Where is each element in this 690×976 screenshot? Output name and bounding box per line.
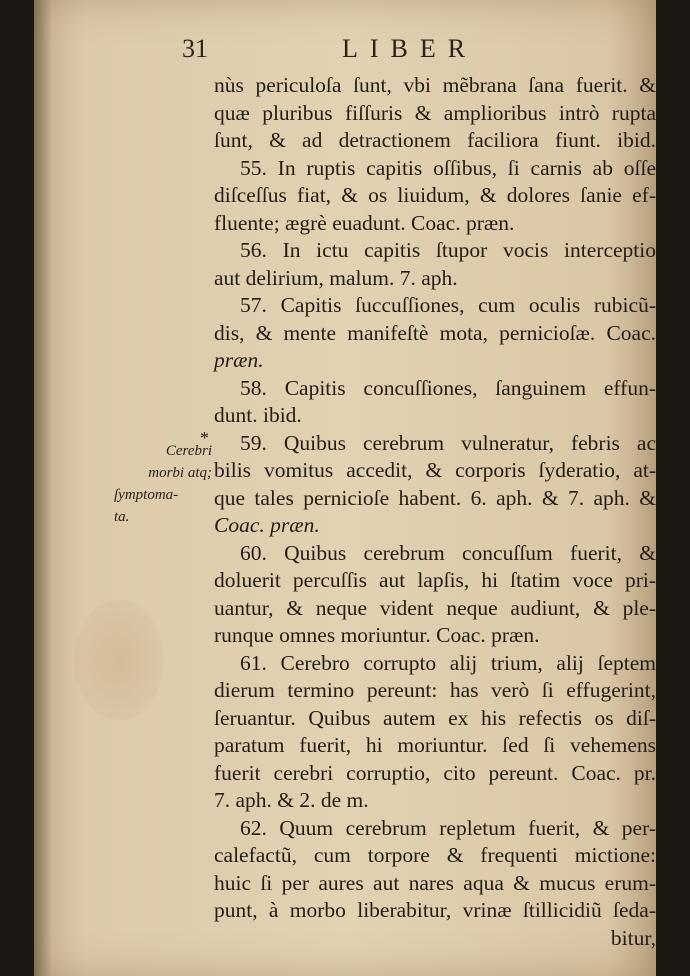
text-line: dierum termino pereunt: has verò ſi effugerint, [214,678,656,702]
text-line: nùs periculoſa ſunt, vbi mẽbrana ſana fuerit. & [214,73,656,97]
binding-shadow [34,0,52,976]
margin-note-line: morbi atq; [148,465,212,481]
text-line: dis, & mente manifeſtè mota, pernicioſæ. Coac. [214,320,656,345]
text-line: fluente; ægrè euadunt. Coac. præn. [214,210,515,235]
text-line: 59. Quibus cerebrum vulneratur, febris ac [240,430,656,455]
book-page [34,0,656,976]
text-line: ſeruantur. Quibus autem ex his refectis os diſ- [214,705,656,730]
text-line: paratum fuerit, hi moriuntur. ſed ſi vehemens [214,733,656,757]
text-line: calefactũ, cum torpore & frequenti mictione: [214,843,656,867]
text-line: runque omnes moriuntur. Coac. præn. [214,623,540,647]
text-line: 55. In ruptis capitis oſſibus, ſi carnis ab oſſe [240,155,656,180]
text-line: bilis vomitus accedit, & corporis ſyderatio, at- [214,458,656,482]
text-line: aut delirium, malum. 7. aph. [214,265,458,290]
text-line: 7. aph. & 2. de m. [214,788,369,812]
page-header [182,34,616,70]
margin-note-line: ſymptoma- [114,487,179,503]
page-stain [74,600,164,720]
page-number: 31 [182,34,208,63]
text-line: Coac. præn. [214,513,320,537]
asterisk-mark: * [200,428,209,448]
text-line: uantur, & neque vident neque audiunt, & ple- [214,595,656,620]
text-line: huic ſi per aures aut nares aqua & mucus erum- [214,870,656,895]
text-line: doluerit percuſſis aut lapſis, hi ſtatim voce pri- [214,568,656,592]
text-line: diſceſſus fiat, & os liuidum, & dolores ſanie ef- [214,183,656,207]
text-line: quæ pluribus fiſſuris & amplioribus intrò rupta [214,100,656,125]
margin-note-line: ta. [114,509,130,525]
body-text [214,72,656,952]
text-line: fuerit cerebri corruptio, cito pereunt. Coac. pr. [214,760,656,785]
text-line: dunt. ibid. [214,403,302,427]
text-line: præn. [214,348,264,372]
text-line: 60. Quibus cerebrum concuſſum fuerit, & [240,540,656,565]
text-line: 61. Cerebro corrupto alij trium, alij ſeptem [240,650,656,675]
text-line: punt, à morbo liberabitur, vrinæ ſtillicidiũ ſeda- [214,898,656,922]
text-line: 56. In ictu capitis ſtupor vocis interceptio [240,238,656,262]
margin-note-line: Cerebri [165,443,212,459]
margin-note [78,440,212,528]
running-title: LIBER [342,34,478,63]
text-line: 57. Capitis ſuccuſſiones, cum oculis rubicũ- [240,293,656,317]
text-line: 62. Quum cerebrum repletum fuerit, & per- [240,815,656,840]
text-line: que tales pernicioſe habent. 6. aph. & 7. aph. & [214,485,656,510]
text-line: 58. Capitis concuſſiones, ſanguinem effun- [240,375,656,400]
text-line: ſunt, & ad detractionem faciliora fiunt. ibid. [214,128,656,152]
text-line: bitur, [610,925,656,950]
